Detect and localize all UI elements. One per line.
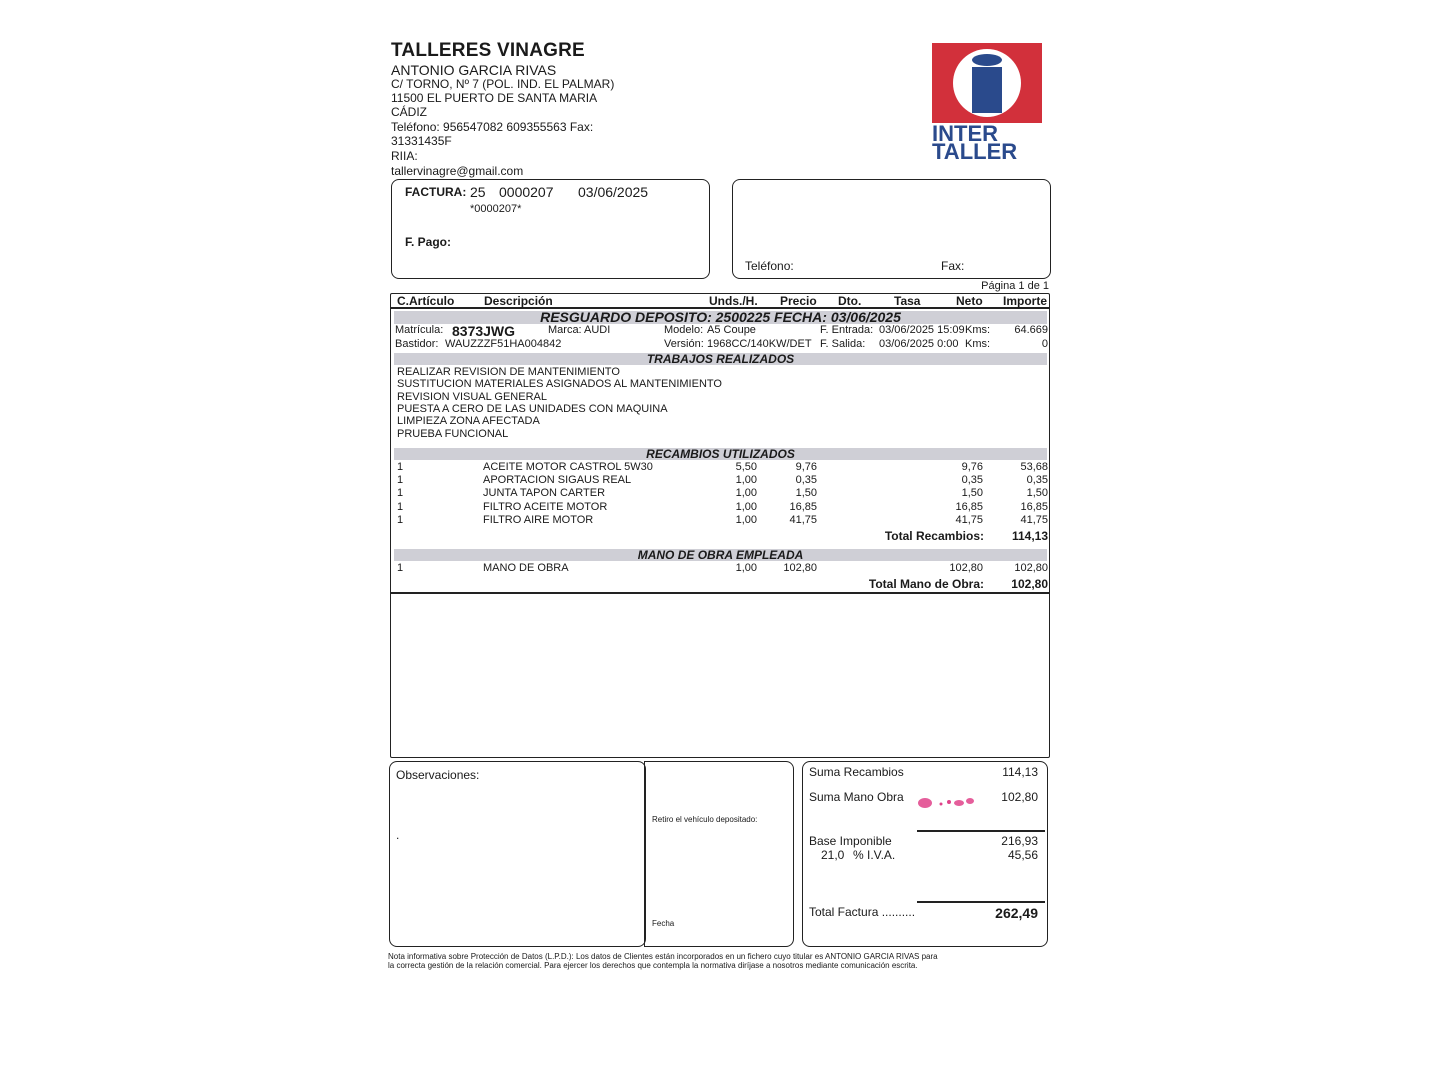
- part-code: 1: [397, 487, 404, 499]
- total-line: [917, 901, 1045, 903]
- total-value: 262,49: [995, 905, 1038, 921]
- entry-value: 03/06/2025 15:09: [879, 324, 965, 336]
- version-label: Versión:: [664, 338, 704, 350]
- brand-label: Marca:: [548, 324, 582, 336]
- kms-out-value: 0: [1041, 338, 1048, 350]
- sum-parts-value: 114,13: [1002, 765, 1038, 779]
- work-item: REALIZAR REVISION DE MANTENIMIENTO: [397, 366, 620, 378]
- col-units: Unds./H.: [709, 294, 758, 308]
- part-code: 1: [397, 514, 404, 526]
- col-price: Precio: [780, 294, 817, 308]
- part-units: 1,00: [735, 474, 757, 486]
- kms-out-label: Kms:: [965, 338, 991, 350]
- col-rate: Tasa: [894, 294, 921, 308]
- company-city: 11500 EL PUERTO DE SANTA MARIA: [391, 91, 598, 105]
- part-desc: ACEITE MOTOR CASTROL 5W30: [483, 461, 653, 473]
- labor-title: MANO DE OBRA EMPLEADA: [637, 548, 804, 562]
- payment-label: F. Pago:: [405, 235, 452, 249]
- part-price: 41,75: [789, 514, 817, 526]
- works-title: TRABAJOS REALIZADOS: [646, 352, 795, 366]
- invoice-series: 25: [470, 184, 486, 200]
- exit-value: 03/06/2025 0:00: [879, 338, 959, 350]
- totals-box: [802, 761, 1048, 947]
- exit-label: F. Salida:: [820, 338, 866, 350]
- kms-in-value: 64.669: [1014, 324, 1048, 336]
- sum-labor-value: 102,80: [1001, 790, 1038, 804]
- base-label: Base Imponible: [809, 834, 892, 848]
- company-phones: Teléfono: 956547082 609355563 Fax:: [391, 120, 594, 134]
- company-nif: 31331435F: [391, 134, 452, 148]
- part-units: 1,00: [735, 514, 757, 526]
- part-units: 5,50: [735, 461, 757, 473]
- company-email: tallervinagre@gmail.com: [391, 164, 524, 178]
- part-units: 1,00: [735, 487, 757, 499]
- labor-units: 1,00: [735, 562, 757, 574]
- col-amount: Importe: [1003, 294, 1048, 308]
- company-owner: ANTONIO GARCIA RIVAS: [391, 62, 557, 78]
- labor-amount: 102,80: [1014, 562, 1048, 574]
- part-desc: FILTRO ACEITE MOTOR: [483, 501, 608, 513]
- plate-label: Matrícula:: [395, 324, 444, 336]
- kms-in-label: Kms:: [965, 324, 991, 336]
- client-box: [732, 179, 1051, 279]
- col-desc: Descripción: [484, 294, 553, 308]
- part-price: 1,50: [795, 487, 817, 499]
- sum-labor-label: Suma Mano Obra: [809, 790, 904, 804]
- chassis-label: Bastidor:: [395, 338, 439, 350]
- subtotal-line: [917, 830, 1045, 832]
- work-item: PUESTA A CERO DE LAS UNIDADES CON MAQUINA: [397, 403, 668, 415]
- chassis-value: WAUZZZF51HA004842: [445, 338, 562, 350]
- invoice-number: 0000207: [499, 184, 554, 200]
- signature-stamp: [917, 796, 977, 810]
- entry-label: F. Entrada:: [820, 324, 874, 336]
- col-disc: Dto.: [838, 294, 862, 308]
- col-code: C.Artículo: [397, 294, 455, 308]
- part-net: 16,85: [955, 501, 983, 513]
- base-value: 216,93: [1001, 834, 1038, 848]
- labor-desc: MANO DE OBRA: [483, 562, 569, 574]
- parts-total-label: Total Recambios:: [884, 529, 984, 543]
- part-code: 1: [397, 461, 404, 473]
- labor-total-label: Total Mano de Obra:: [868, 577, 984, 591]
- labor-net: 102,80: [949, 562, 983, 574]
- pickup-box: [644, 761, 794, 947]
- part-desc: APORTACION SIGAUS REAL: [483, 474, 632, 486]
- part-amount: 1,50: [1026, 487, 1048, 499]
- legal-note-line1: Nota informativa sobre Protección de Datos (L.P.D.): Los datos de Clientes están incorporados en un fichero cuyo titular es ANTONIO GARCIA RIVAS para: [388, 952, 938, 961]
- part-amount: 53,68: [1020, 461, 1048, 473]
- vat-rate: 21,0: [821, 848, 845, 862]
- observations-dot: .: [396, 828, 400, 842]
- client-fax-label: Fax:: [941, 259, 965, 273]
- company-address: C/ TORNO, Nº 7 (POL. IND. EL PALMAR): [391, 77, 615, 91]
- labor-price: 102,80: [783, 562, 817, 574]
- version-value: 1968CC/140KW/DET: [707, 338, 812, 350]
- sum-parts-label: Suma Recambios: [809, 765, 904, 779]
- part-amount: 41,75: [1020, 514, 1048, 526]
- part-desc: JUNTA TAPON CARTER: [483, 487, 606, 499]
- part-price: 9,76: [795, 461, 817, 473]
- invoice-label: FACTURA:: [405, 185, 467, 199]
- labor-code: 1: [397, 562, 404, 574]
- logo-text-inter: INTER: [932, 121, 998, 146]
- vat-label: % I.V.A.: [853, 848, 896, 862]
- part-amount: 0,35: [1026, 474, 1048, 486]
- labor-total: 102,80: [1011, 577, 1048, 591]
- part-amount: 16,85: [1020, 501, 1048, 513]
- logo-text-taller: TALLER: [932, 139, 1018, 161]
- col-net: Neto: [956, 294, 983, 308]
- pickup-label: Retiro el vehículo depositado:: [652, 815, 758, 824]
- work-item: LIMPIEZA ZONA AFECTADA: [397, 415, 540, 427]
- part-desc: FILTRO AIRE MOTOR: [483, 514, 594, 526]
- part-code: 1: [397, 474, 404, 486]
- part-price: 16,85: [789, 501, 817, 513]
- work-item: PRUEBA FUNCIONAL: [397, 428, 509, 440]
- content-divider: [391, 592, 1049, 594]
- intertaller-logo: [932, 43, 1044, 161]
- client-phone-label: Teléfono:: [745, 259, 794, 273]
- company-riia: RIIA:: [391, 149, 418, 163]
- work-item: REVISION VISUAL GENERAL: [397, 391, 547, 403]
- model-value: A5 Coupe: [707, 324, 756, 336]
- legal-note-line2: la correcta gestión de la relación comercial. Para ejercer los derechos que contempla la normativa diríjase a nosotros mediante comunicación escrita.: [388, 961, 918, 970]
- part-units: 1,00: [735, 501, 757, 513]
- part-price: 0,35: [795, 474, 817, 486]
- parts-title: RECAMBIOS UTILIZADOS: [646, 447, 795, 461]
- parts-total: 114,13: [1011, 529, 1048, 543]
- invoice-date: 03/06/2025: [578, 184, 649, 200]
- vat-value: 45,56: [1007, 848, 1038, 862]
- company-name: TALLERES VINAGRE: [391, 40, 585, 61]
- observations-box: [389, 761, 646, 947]
- deposit-title: RESGUARDO DEPOSITO: 2500225 FECHA: 03/06/2025: [540, 309, 901, 325]
- company-province: CÁDIZ: [391, 105, 427, 119]
- work-item: SUSTITUCION MATERIALES ASIGNADOS AL MANTENIMIENTO: [397, 378, 722, 390]
- page-info: Página 1 de 1: [981, 280, 1049, 292]
- plate-value: 8373JWG: [452, 323, 516, 339]
- brand-value: AUDI: [584, 324, 611, 336]
- invoice-barcode-text: *0000207*: [470, 203, 522, 215]
- part-net: 1,50: [961, 487, 983, 499]
- model-label: Modelo:: [664, 324, 704, 336]
- observations-label: Observaciones:: [396, 768, 480, 782]
- part-net: 9,76: [961, 461, 983, 473]
- invoice-box: [391, 179, 710, 279]
- part-net: 41,75: [955, 514, 983, 526]
- total-label: Total Factura ..........: [809, 905, 916, 919]
- part-net: 0,35: [961, 474, 983, 486]
- pickup-date-label: Fecha: [652, 919, 675, 928]
- part-code: 1: [397, 501, 404, 513]
